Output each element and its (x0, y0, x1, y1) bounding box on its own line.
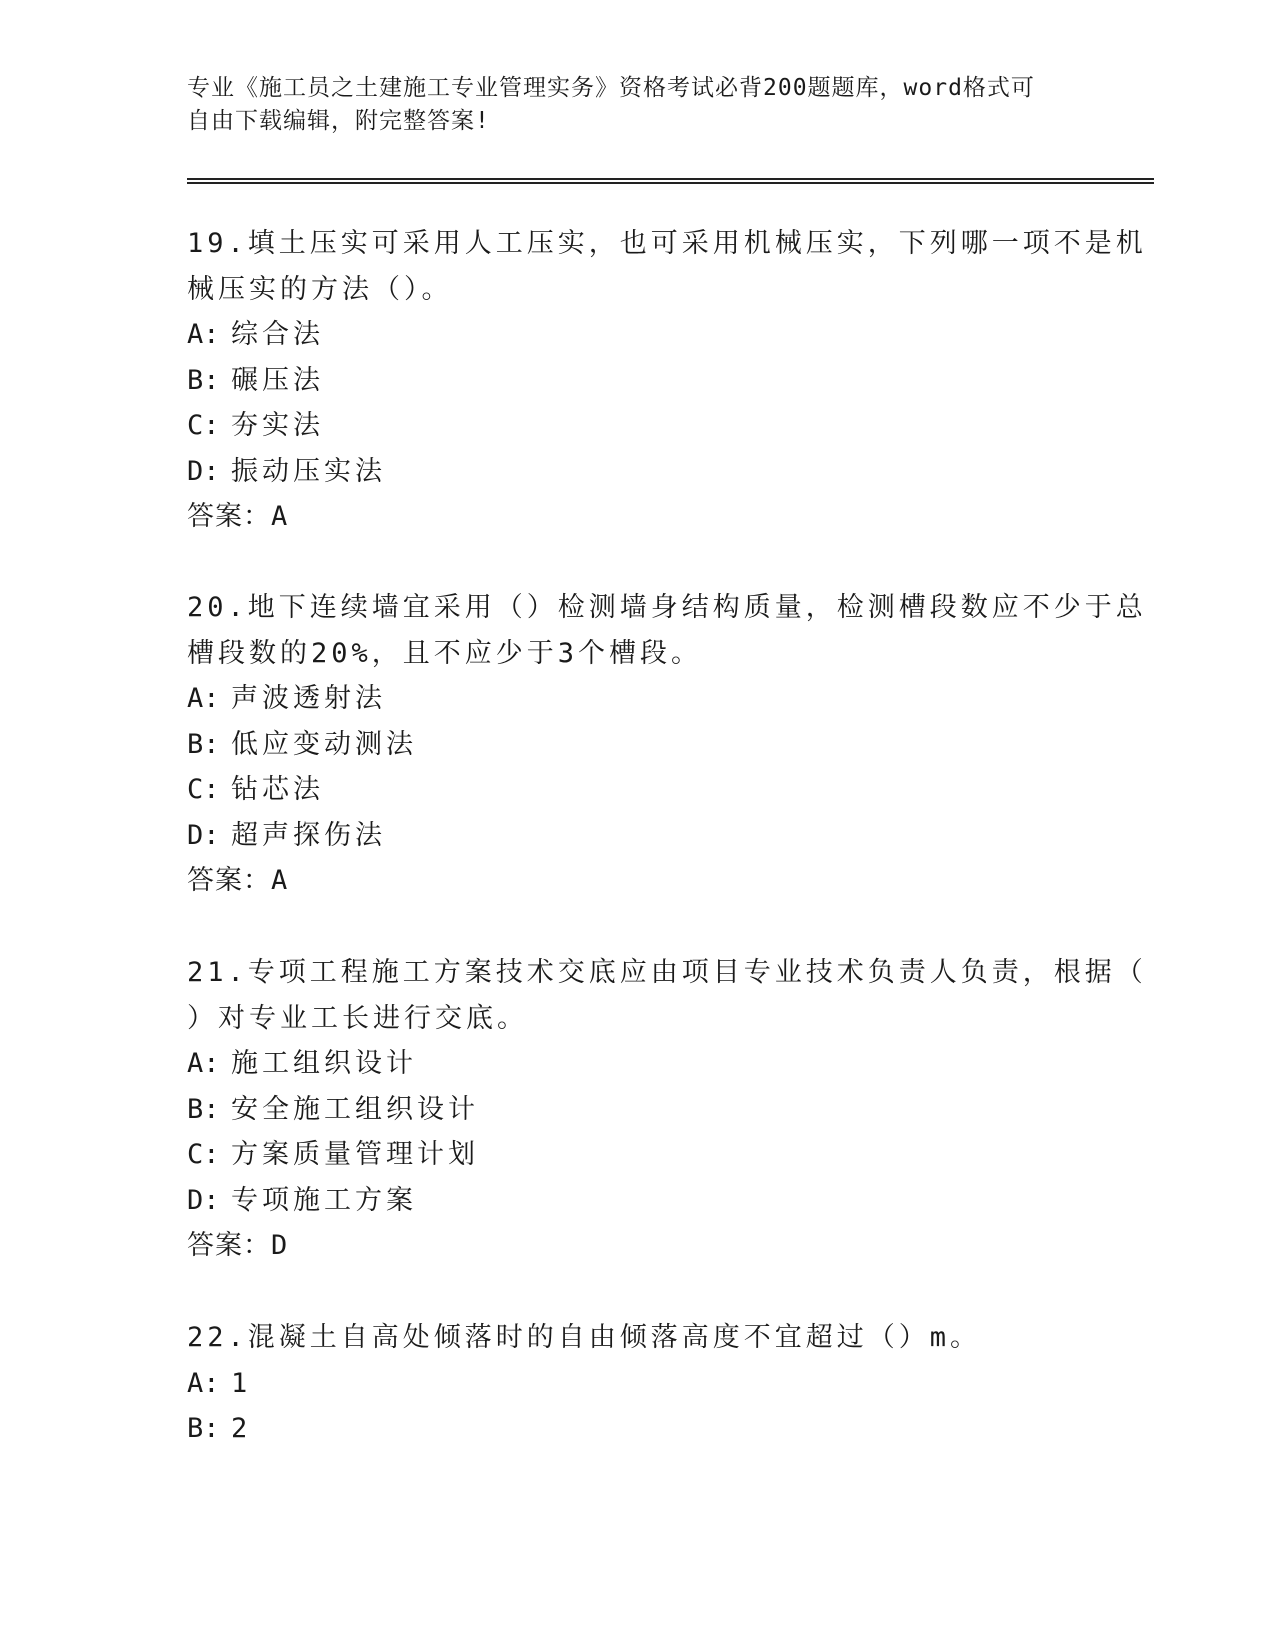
option-letter: A: (187, 319, 220, 350)
option-text: 超声探伤法 (231, 819, 386, 851)
option-text: 施工组织设计 (231, 1048, 417, 1079)
option-d (187, 449, 1087, 495)
option-c (187, 767, 1087, 813)
question-stem-line: ）对专业工长进行交底。 (187, 1002, 528, 1034)
option-text: 2 (231, 1413, 252, 1444)
option-a (187, 1361, 1087, 1407)
option-c (187, 403, 1087, 449)
answer-value: A (271, 501, 289, 532)
option-text: 低应变动测法 (231, 728, 417, 760)
question-20 (187, 585, 1147, 904)
question-19 (187, 221, 1147, 540)
option-c (187, 1132, 1087, 1178)
option-text: 夯实法 (231, 410, 324, 441)
option-b (187, 1406, 1087, 1452)
option-letter: A: (187, 1367, 220, 1399)
header-title-line-1: 专业《施工员之土建施工专业管理实务》资格考试必背200题题库，word格式可 (187, 75, 1035, 101)
question-stem-line: 19.填土压实可采用人工压实，也可采用机械压实，下列哪一项不是机 (187, 228, 1147, 259)
answer-line (187, 858, 1087, 904)
option-b (187, 722, 1087, 768)
option-letter: C: (187, 410, 220, 441)
option-text: 安全施工组织设计 (231, 1093, 479, 1125)
option-text: 碾压法 (231, 364, 324, 396)
answer-value: A (271, 865, 289, 896)
question-22 (187, 1315, 1087, 1452)
option-letter: D: (187, 1184, 220, 1216)
header-title-line-2: 自由下载编辑，附完整答案! (187, 108, 490, 134)
answer-label: 答案： (187, 1230, 271, 1261)
question-stem-line: 槽段数的20%，且不应少于3个槽段。 (187, 637, 703, 669)
option-letter: B: (187, 728, 220, 760)
option-letter: D: (187, 819, 220, 851)
header-divider (187, 178, 1154, 184)
option-text: 1 (231, 1367, 252, 1399)
option-a (187, 676, 1087, 722)
document-header (187, 72, 1067, 138)
option-text: 方案质量管理计划 (231, 1139, 479, 1170)
option-d (187, 1178, 1087, 1224)
option-letter: C: (187, 1139, 220, 1170)
question-21 (187, 950, 1147, 1269)
question-stem-line: 22.混凝土自高处倾落时的自由倾落高度不宜超过（）m。 (187, 1322, 982, 1353)
option-letter: B: (187, 1413, 220, 1444)
question-stem-line: 20.地下连续墙宜采用（）检测墙身结构质量，检测槽段数应不少于总 (187, 592, 1147, 623)
option-letter: B: (187, 364, 220, 396)
option-text: 钻芯法 (231, 774, 324, 805)
option-letter: C: (187, 774, 220, 805)
answer-label: 答案： (187, 865, 271, 896)
option-letter: A: (187, 1048, 220, 1079)
option-letter: A: (187, 683, 220, 714)
option-letter: D: (187, 455, 220, 487)
question-stem-line: 21.专项工程施工方案技术交底应由项目专业技术负责人负责，根据（ (187, 957, 1147, 988)
option-text: 专项施工方案 (231, 1184, 417, 1216)
option-b (187, 358, 1087, 404)
answer-line (187, 494, 1087, 540)
answer-line (187, 1223, 1087, 1269)
option-letter: B: (187, 1093, 220, 1125)
option-text: 声波透射法 (231, 683, 386, 714)
option-d (187, 813, 1087, 859)
question-stem-line: 械压实的方法（）。 (187, 273, 453, 305)
option-a (187, 1041, 1087, 1087)
option-a (187, 312, 1087, 358)
option-b (187, 1087, 1087, 1133)
option-text: 振动压实法 (231, 455, 386, 487)
answer-label: 答案： (187, 501, 271, 532)
answer-value: D (271, 1230, 289, 1261)
option-text: 综合法 (231, 319, 324, 350)
